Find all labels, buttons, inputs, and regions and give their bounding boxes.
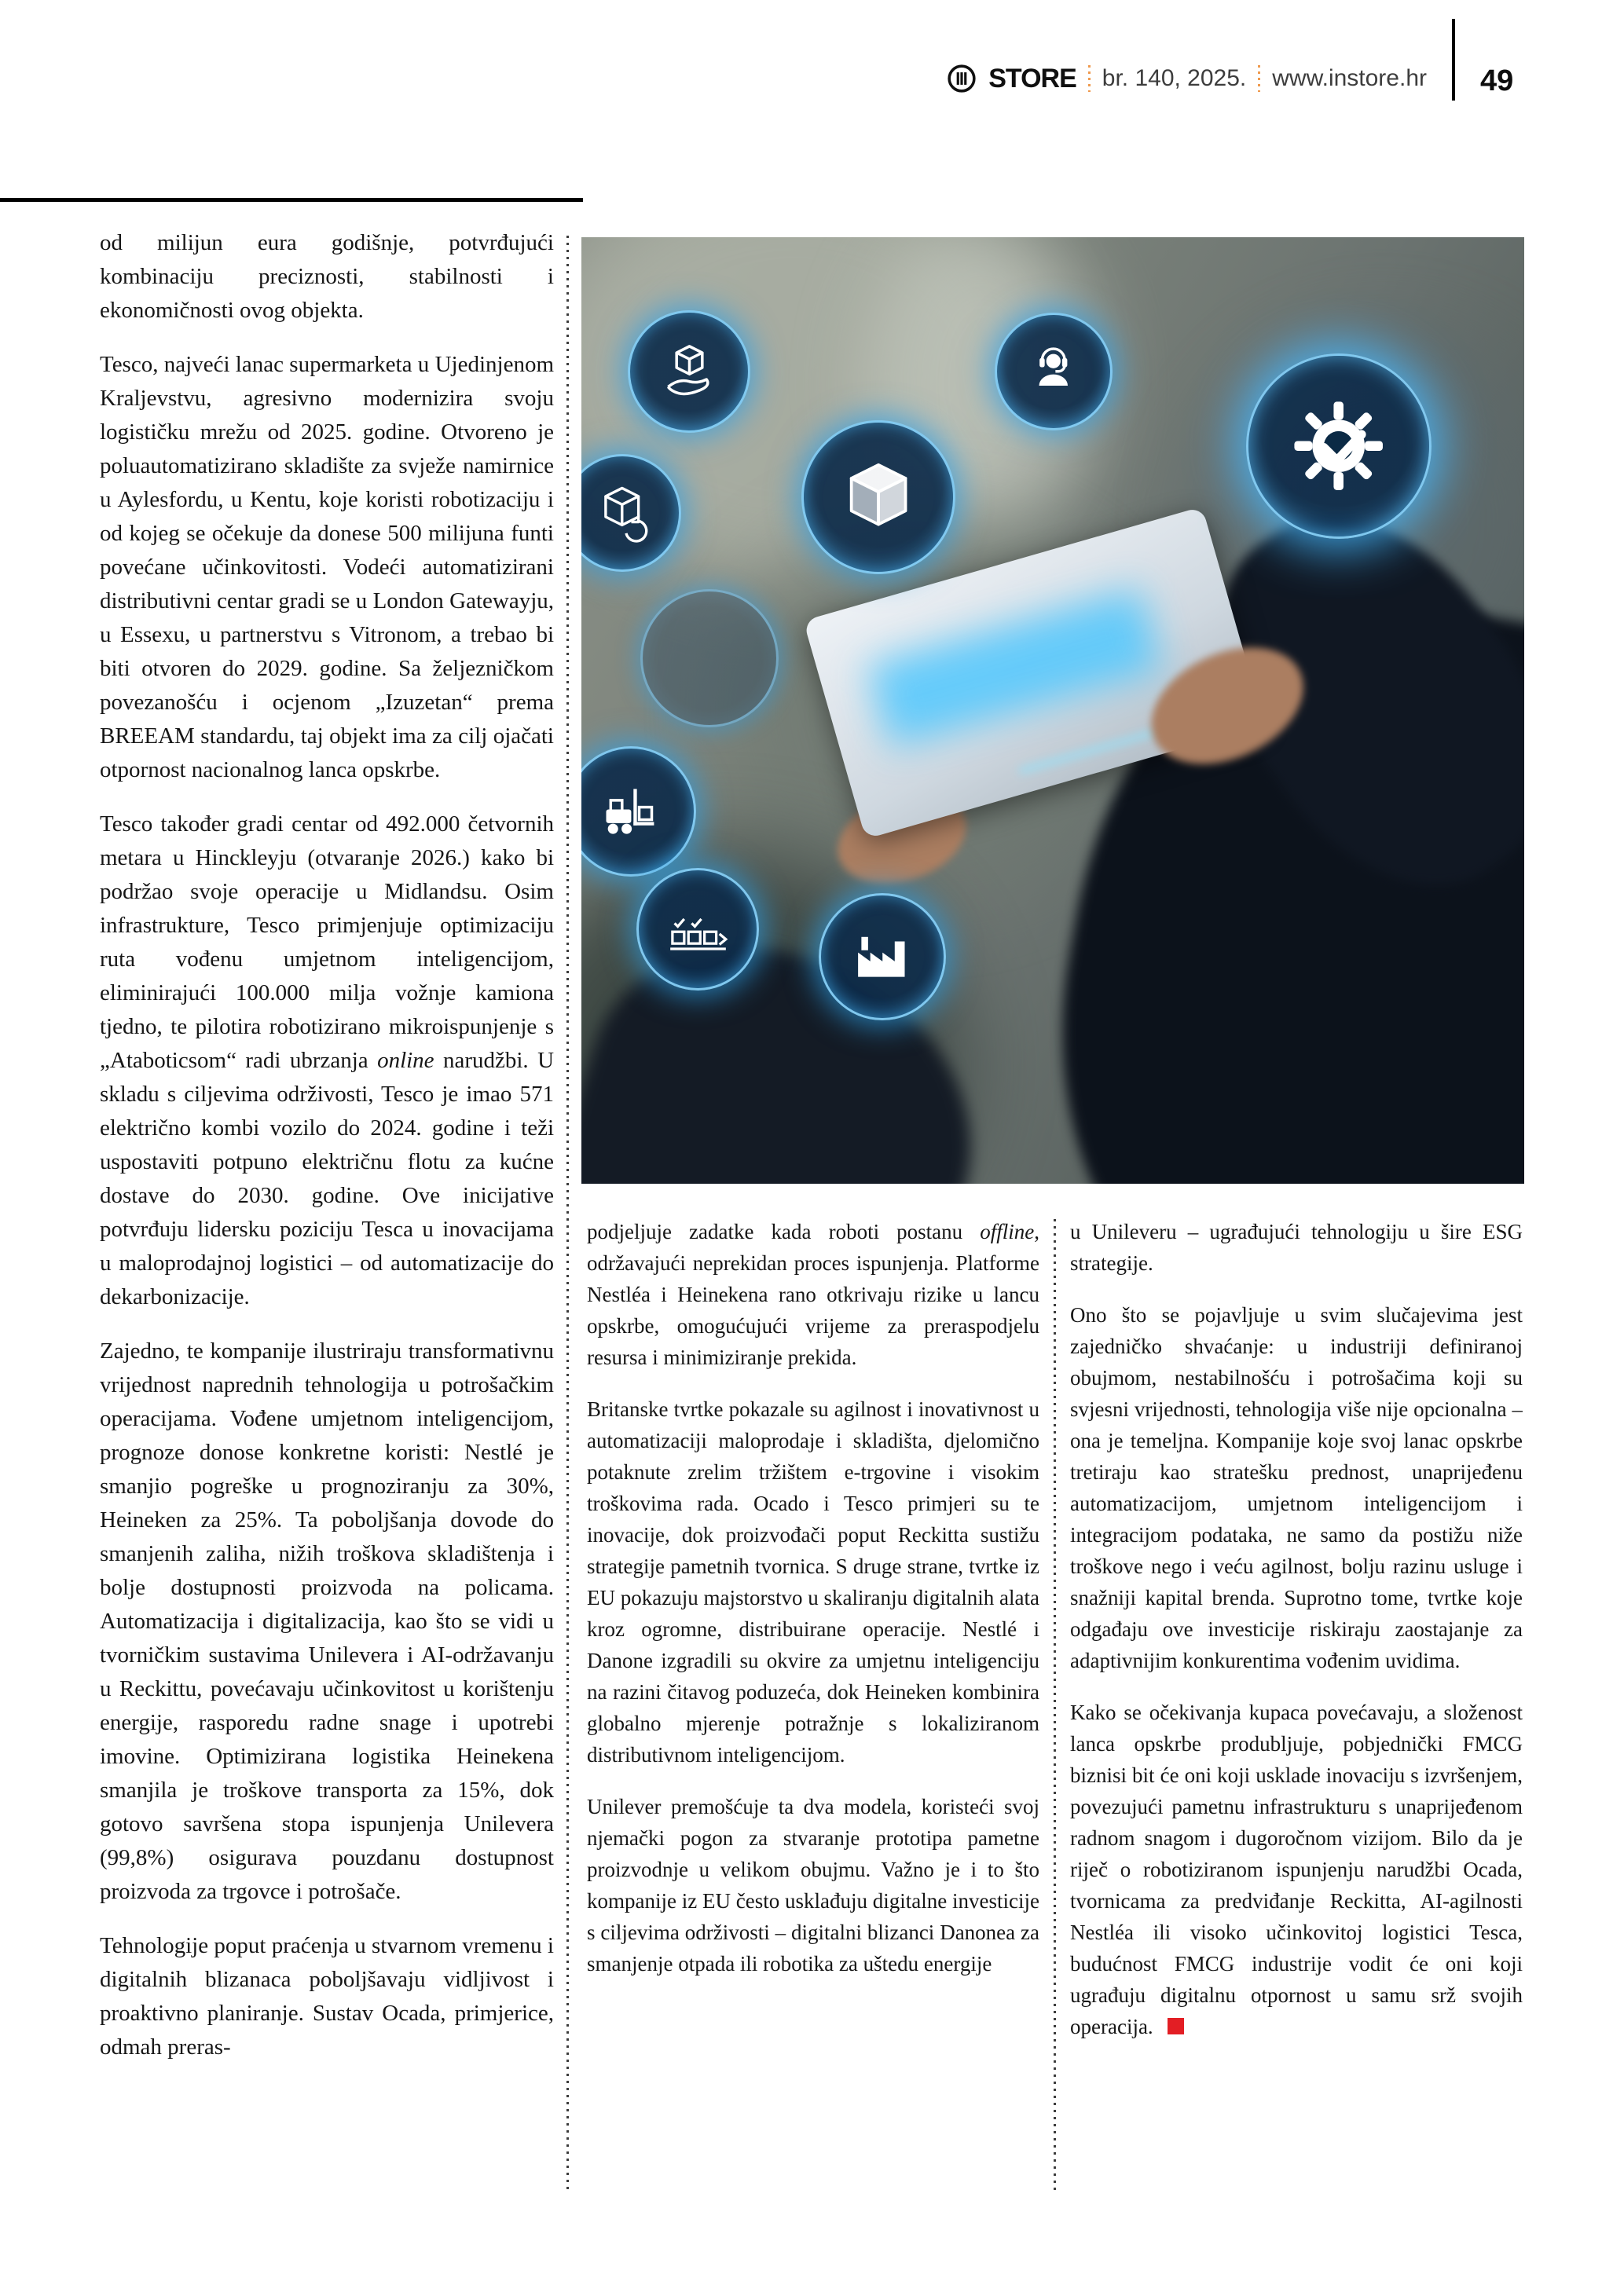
- masthead-divider-bar: [1452, 19, 1455, 101]
- column-divider: [1054, 1219, 1056, 2192]
- masthead: [904, 55, 1427, 102]
- support-agent-icon: [995, 313, 1113, 430]
- paragraph: u Unileveru – ugrađujući tehnologiju u šire ESG strategije.: [1070, 1220, 1523, 1275]
- article-photo: [581, 237, 1524, 1184]
- paragraph: Tesco, najveći lanac supermarketa u Ujedinjenom Kraljevstvu, agresivno modernizira svoju logističku mrežu od 2025. godine. Otvoreno je poluautomatizirano skladište za svježe namirnice u Aylesfordu, u Kentu, koje koristi robotizaciju i od kojeg se očekuje da donese 500 milijuna funti povećane učinkovitosti. Vodeći automatizirani distributivni centar gradi se u London Gatewayju, u Essexu, u partnerstvu s Vitronom, a trebao bi biti otvoren do 2029. godine. Sa željezničkom povezanošću i ocjenom „Izuzetan“ prema BREEAM standardu, taj objekt ima za cilj ojačati otpornost nacionalnog lanca opskrbe.: [100, 352, 554, 782]
- article-column-right: [1070, 1216, 1523, 2245]
- header-separator-icon: [1088, 65, 1091, 92]
- header-rule: [0, 198, 583, 202]
- paragraph: od milijun eura godišnje, potvrđujući kombinaciju preciznosti, stabilnosti i ekonomičnosti ovog objekta.: [100, 230, 554, 323]
- paragraph: Tehnologije poput praćenja u stvarnom vremenu i digitalnih blizanaca poboljšavaju vidljivost i proaktivno planiranje. Sustav Ocada, primjerice, odmah preras-: [100, 1933, 554, 2060]
- page-number: 49: [1480, 64, 1514, 97]
- paragraph: Tesco također gradi centar od 492.000 četvornih metara u Hinckleyju (otvaranje 2026.) kako bi podržao svoje operacije u Midlandsu. Osim infrastrukture, Tesco primjenjuje optimizaciju ruta vođenu umjetnom inteligencijom, eliminirajući 100.000 milja vožnje kamiona tjedno, te pilotira robotizirano mikroispunjenje s „Ataboticsom“ radi ubrzanja online narudžbi. U skladu s ciljevima održivosti, Tesco je imao 571 električno kombi vozilo do 2024. godine i teži uspostaviti potpuno električnu flotu za kućne dostave do 2030. godine. Ove inicijative potvrđuju lidersku poziciju Tesca u inovacijama u maloprodajnoj logistici – od automatizacije do dekarbonizacije.: [100, 811, 554, 1309]
- gear-check-icon: [1246, 353, 1432, 539]
- shipping-box-icon: [801, 420, 955, 574]
- hand-box-icon: [628, 310, 750, 433]
- glow-circle-icon: [640, 589, 779, 727]
- instore-logo-icon: [947, 64, 977, 93]
- paragraph: Britanske tvrtke pokazale su agilnost i inovativnost u automatizaciji maloprodaje i skladišta, djelomično potaknute zrelim tržištem e-trgovine i visokim troškovima rada. Ocado i Tesco primjeri su te inovacije, dok proizvođači poput Reckitta sustižu strategije pametnih tvornica. S druge strane, tvrtke iz EU pokazuju majstorstvo u skaliranju digitalnih alata kroz ogromne, distribuirane operacije. Nestlé i Danone izgradili su okvire za umjetnu inteligenciju na razini čitavog poduzeća, dok Heineken kombinira globalno mjerenje potražnje s lokaliziranom distributivnom inteligencijom.: [587, 1397, 1039, 1767]
- issue-number: br. 140, 2025.: [1102, 65, 1247, 91]
- conveyor-check-icon: [636, 868, 759, 991]
- paragraph: Unilever premošćuje ta dva modela, koristeći svoj njemački pogon za stvaranje prototipa pametne proizvodnje u velikom obujmu. Važno je i to što kompanije iz EU često usklađuju digitalne investicije s ciljevima održivosti – digitalni blizanci Danonea za smanjenje otpada ili robotika za uštedu energije: [587, 1795, 1039, 1976]
- column-divider: [566, 236, 569, 2192]
- magazine-brand: STORE: [988, 63, 1076, 93]
- paragraph: Kako se očekivanja kupaca povećavaju, a složenost lanca opskrbe produbljuje, pobjednički FMCG biznisi bit će oni koji usklade inovaciju s izvršenjem, povezujući pametnu infrastrukturu s unaprijeđenom radnom snagom i dugoročnom vizijom. Bilo da je riječ o robotiziranom ispunjenju narudžbi Ocada, tvornicama za predviđanje Reckitta, AI-agilnosti Nestléa ili visoko učinkovitoj logistici Tesca, budućnost FMCG industrije vodit će oni koji ugrađuju digitalnu otpornost u samu srž svojih operacija.: [1070, 1701, 1523, 2038]
- article-column-middle: [587, 1216, 1039, 2245]
- header-separator-icon: [1258, 65, 1260, 92]
- article-end-marker: [1168, 2018, 1184, 2034]
- article-column-left: [100, 226, 554, 2206]
- factory-icon: [819, 893, 946, 1020]
- paragraph: Ono što se pojavljuje u svim slučajevima jest zajedničko shvaćanje: u industriji definiranoj obujmom, nestabilnošću i potrošačima koji su svjesni vrijednosti, tehnologija više nije opcionalna – ona je temeljna. Kompanije koje svoj lanac opskrbe tretiraju kao stratešku prednost, unaprijeđenu automatizacijom, umjetnom inteligencijom i integracijom podataka, ne samo da postižu niže troškove nego i veću agilnost, bolju razinu usluge i snažniji kapital brenda. Suprotno tome, tvrtke koje odgađaju ove investicije riskiraju zaostajanje za adaptivnijim konkurentima vođenim uvidima.: [1070, 1303, 1523, 1672]
- website-url: www.instore.hr: [1272, 65, 1427, 91]
- paragraph: podjeljuje zadatke kada roboti postanu offline, održavajući neprekidan proces ispunjenja. Platforme Nestléa i Heinekena rano otkrivaju rizike u lancu opskrbe, omogućujući vrijeme za preraspodjelu resursa i minimiziranje prekida.: [587, 1220, 1039, 1369]
- paragraph: Zajedno, te kompanije ilustriraju transformativnu vrijednost naprednih tehnologija u potrošačkim operacijama. Vođene umjetnom inteligencijom, prognoze donose konkretne koristi: Nestlé je smanjio pogreške u prognoziranju za 30%, Heineken za 25%. Ta poboljšanja dovode do smanjenih zaliha, nižih troškova skladištenja i bolje dostupnosti proizvoda na policama. Automatizacija i digitalizacija, kao što se vidi u tvorničkim sustavima Unilevera i AI-održavanju u Reckittu, povećavaju učinkovitost u korištenju energije, rasporedu radne snage i upotrebi imovine. Optimizirana logistika Heinekena smanjila je troškove transporta za 15%, dok gotovo savršena stopa ispunjenja Unilevera (99,8%) osigurava pouzdanu dostupnost proizvoda za trgovce i potrošače.: [100, 1338, 554, 1904]
